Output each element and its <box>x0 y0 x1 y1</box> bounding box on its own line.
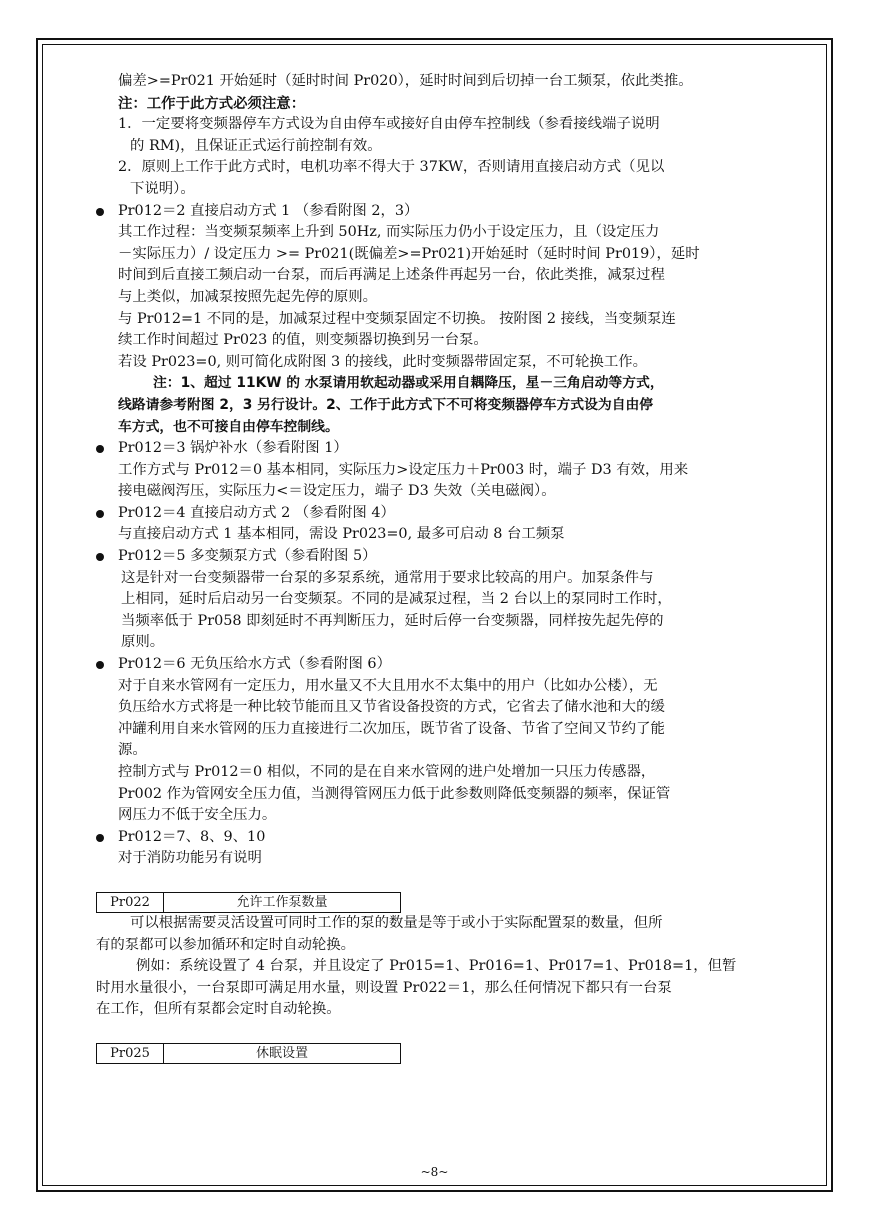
text-line: 在工作，但所有泵都会定时自动轮换。 <box>96 1001 341 1018</box>
bullet-icon <box>96 834 104 842</box>
text-line: 控制方式与 Pr012＝0 相似，不同的是在自来水管网的进户处增加一只压力传感器， <box>118 764 656 780</box>
text-line: 时用水量很小，一台泵即可满足用水量，则设置 Pr022＝1，那么任何情况下都只有一台泵 <box>96 979 672 996</box>
note-item-2: 2．原则上工作于此方式时，电机功率不得大于 37KW，否则请用直接启动方式（见以 <box>118 159 665 176</box>
text-line: 有的泵都可以参加循环和定时自动轮换。 <box>96 936 356 953</box>
text-line: 这是针对一台变频器带一台泵的多泵系统，通常用于要求比较高的用户。加泵条件与 <box>121 569 654 586</box>
param-code: Pr022 <box>97 892 164 912</box>
param-name: 允许工作泵数量 <box>164 892 401 912</box>
text-line: 冲罐利用自来水管网的压力直接进行二次加压，既节省了设备、节省了空间又节约了能 <box>118 720 665 737</box>
text-line: 偏差>=Pr021 开始延时（延时时间 Pr020），延时时间到后切掉一台工频泵，依此类推。 <box>118 73 693 89</box>
note-title: 注：工作于此方式必须注意： <box>118 94 306 112</box>
bullet-icon <box>96 553 104 561</box>
text-line: 与上类似，加减泵按照先起先停的原则。 <box>118 288 378 305</box>
note-item-1: 1．一定要将变频器停车方式设为自由停车或接好自由停车控制线（参看接线端子说明 <box>118 116 660 133</box>
bullet-title: Pr012＝2 直接启动方式 1 （参看附图 2，3） <box>118 202 419 219</box>
text-line: 可以根据需要灵活设置可同时工作的泵的数量是等于或小于实际配置泵的数量，但所 <box>130 914 663 931</box>
text-line: 当频率低于 Pr058 即刻延时不再判断压力，延时后停一台变频器，同样按先起先停的 <box>121 612 664 629</box>
text-line: 若设 Pr023=0, 则可简化成附图 3 的接线，此时变频器带固定泵，不可轮换工作。 <box>118 353 647 370</box>
bullet-item <box>96 201 786 223</box>
param-name: 休眠设置 <box>164 1043 401 1063</box>
bullet-icon <box>96 445 104 453</box>
text-line: 上相同，延时后启动另一台变频泵。不同的是减泵过程，当 2 台以上的泵同时工作时， <box>121 591 672 608</box>
text-line: 时间到后直接工频启动一台泵，而后再满足上述条件再起另一台，依此类推，减泵过程 <box>118 267 665 284</box>
bullet-item <box>96 654 786 676</box>
param-table-pr025 <box>96 1043 401 1064</box>
bullet-title: Pr012＝3 锅炉补水（参看附图 1） <box>118 440 348 457</box>
text-line: 例如：系统设置了 4 台泵，并且设定了 Pr015=1、Pr016=1、Pr017=1、Pr018=1，但暂 <box>136 958 737 975</box>
text-line: Pr002 作为管网安全压力值，当测得管网压力低于此参数则降低变频器的频率，保证管 <box>118 785 671 802</box>
bullet-title: Pr012＝6 无负压给水方式（参看附图 6） <box>118 656 391 673</box>
text-line: 对于消防功能另有说明 <box>118 850 262 867</box>
warning-note: 线路请参考附图 2，3 另行设计。2、工作于此方式下不可将变频器停车方式设为自由停 <box>118 396 654 413</box>
warning-note: 车方式，也不可接自由停车控制线。 <box>118 418 339 435</box>
warning-note: 注：1、超过 11KW 的 水泵请用软起动器或采用自耦降压，星－三角启动等方式， <box>153 375 664 392</box>
bullet-item <box>96 827 786 849</box>
param-code: Pr025 <box>97 1043 164 1063</box>
document-body <box>96 71 786 1064</box>
text-line: －实际压力）/ 设定压力 >= Pr021(既偏差>=Pr021)开始延时（延时时间 Pr019），延时 <box>118 245 700 262</box>
bullet-item <box>96 546 786 568</box>
text-line: 原则。 <box>121 634 165 651</box>
bullet-title: Pr012＝7、8、9、10 <box>118 828 266 845</box>
text-line: 接电磁阀泻压，实际压力<＝设定压力，端子 D3 失效（关电磁阀）。 <box>118 483 556 500</box>
note-item-1-cont: 的 RM)，且保证正式运行前控制有效。 <box>130 137 382 154</box>
bullet-item <box>96 438 786 460</box>
text-line: 续工作时间超过 Pr023 的值，则变频器切换到另一台泵。 <box>118 332 488 349</box>
text-line: 对于自来水管网有一定压力，用水量又不大且用水不太集中的用户（比如办公楼），无 <box>118 677 658 694</box>
bullet-icon <box>96 661 104 669</box>
text-line: 工作方式与 Pr012＝0 基本相同，实际压力>设定压力＋Pr003 时，端子 D3 有效，用来 <box>118 461 689 478</box>
note-item-2-cont: 下说明）。 <box>130 180 195 197</box>
text-line: 与 Pr012=1 不同的是，加减泵过程中变频泵固定不切换。 按附图 2 接线，当变频泵连 <box>118 310 676 327</box>
text-line: 源。 <box>118 742 147 759</box>
text-line: 负压给水方式将是一种比较节能而且又节省设备投资的方式，它省去了储水池和大的缓 <box>118 699 665 716</box>
text-line: 与直接启动方式 1 基本相同，需设 Pr023=0, 最多可启动 8 台工频泵 <box>118 526 565 543</box>
bullet-title: Pr012＝5 多变频泵方式（参看附图 5） <box>118 548 377 565</box>
param-table-pr022 <box>96 892 401 913</box>
bullet-item <box>96 503 786 525</box>
bullet-title: Pr012＝4 直接启动方式 2 （参看附图 4） <box>118 504 395 521</box>
text-line: 其工作过程：当变频泵频率上升到 50Hz, 而实际压力仍小于设定压力，且（设定压力 <box>118 224 660 241</box>
text-line: 网压力不低于安全压力。 <box>118 807 277 824</box>
bullet-icon <box>96 510 104 518</box>
page-number: ~8~ <box>420 1165 449 1179</box>
bullet-icon <box>96 208 104 216</box>
